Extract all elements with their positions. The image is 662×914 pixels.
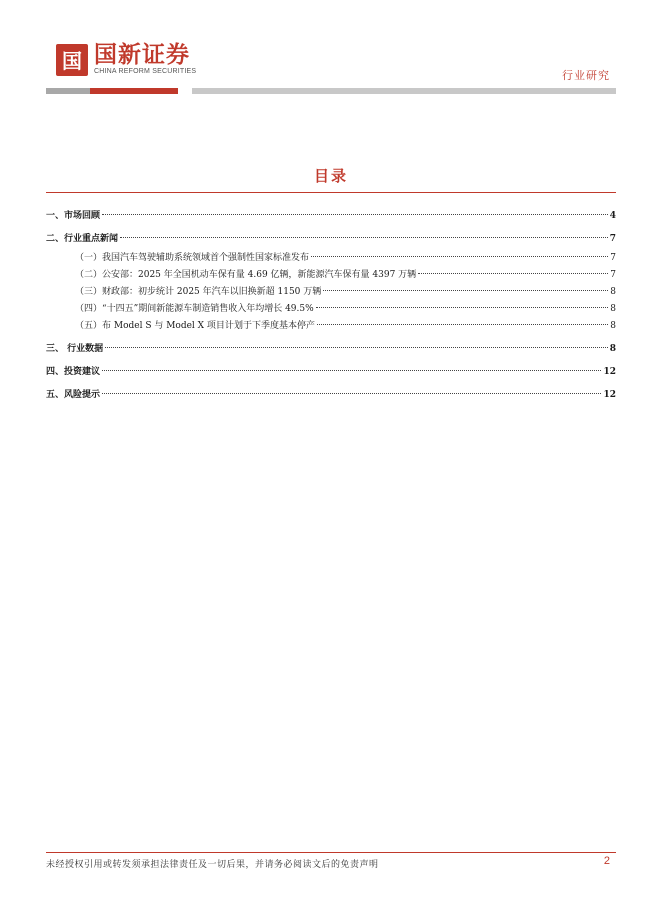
logo-name-en: CHINA REFORM SECURITIES — [94, 68, 197, 75]
toc-leader-dots — [323, 290, 608, 291]
toc-entry-label: （五）布 Model S 与 Model X 项目计划于下季度基本停产 — [75, 321, 315, 331]
toc-leader-dots — [317, 324, 608, 325]
toc-title: 目录 — [313, 167, 348, 185]
toc-entry-page: 8 — [609, 344, 616, 354]
footer-disclaimer: 未经授权引用或转发须承担法律责任及一切后果，并请务必阅读文后的免责声明 — [46, 860, 379, 870]
toc-subentry-adas-standard[interactable] — [46, 252, 616, 265]
toc-leader-dots — [316, 307, 609, 308]
report-type-label: 行业研究 — [562, 69, 610, 82]
toc-entry-industry-news[interactable] — [46, 233, 616, 246]
toc-leader-dots — [418, 273, 608, 274]
toc-entry-label: 三、 行业数据 — [46, 344, 104, 354]
toc-leader-dots — [311, 256, 608, 257]
logo-mark-icon: 国 — [56, 44, 88, 76]
toc-entry-page: 12 — [603, 367, 616, 377]
header-bar-grey-right — [192, 88, 616, 94]
company-logo — [56, 43, 196, 76]
toc-entry-label: （四）“十四五”期间新能源车制造销售收入年均增长 49.5% — [75, 304, 314, 314]
toc-title-rule — [46, 192, 616, 193]
toc-leader-dots — [102, 370, 601, 371]
header-bar-red — [90, 88, 178, 94]
toc-entry-page: 8 — [610, 287, 616, 297]
toc-entry-page: 8 — [610, 321, 616, 331]
toc-entry-label: 五、风险提示 — [46, 390, 101, 400]
toc-entry-page: 7 — [609, 234, 616, 244]
toc-leader-dots — [102, 214, 608, 215]
toc-leader-dots — [102, 393, 601, 394]
toc-entry-page: 7 — [610, 270, 616, 280]
toc-entry-industry-data[interactable] — [46, 343, 616, 356]
toc-entry-page: 4 — [609, 211, 616, 221]
toc-entry-label: 二、行业重点新闻 — [46, 234, 119, 244]
toc-entry-risk-warning[interactable] — [46, 389, 616, 402]
toc-leader-dots — [120, 237, 608, 238]
toc-entry-label: （一）我国汽车驾驶辅助系统领域首个强制性国家标准发布 — [75, 253, 310, 263]
toc-list — [46, 210, 616, 402]
logo-text — [94, 43, 196, 76]
toc-entry-page: 12 — [603, 390, 616, 400]
footer-rule — [46, 852, 616, 853]
toc-entry-label: 一、市场回顾 — [46, 211, 101, 221]
toc-entry-label: 四、投资建议 — [46, 367, 101, 377]
toc-subentry-nev-revenue[interactable] — [46, 303, 616, 316]
toc-entry-investment-advice[interactable] — [46, 366, 616, 379]
page-number: 2 — [603, 855, 610, 867]
toc-entry-page: 7 — [610, 253, 616, 263]
toc-entry-label: （三）财政部：初步统计 2025 年汽车以旧换新超 1150 万辆 — [75, 287, 322, 297]
logo-name-cn: 国新证券 — [94, 42, 190, 68]
header-bar-grey-left — [46, 88, 90, 94]
toc-leader-dots — [105, 347, 608, 348]
toc-subentry-vehicle-ownership[interactable] — [46, 269, 616, 282]
toc-subentry-model-s-x[interactable] — [46, 320, 616, 333]
toc-subentry-trade-in[interactable] — [46, 286, 616, 299]
toc-entry-market-review[interactable] — [46, 210, 616, 223]
toc-entry-page: 8 — [610, 304, 616, 314]
page-header — [0, 0, 662, 100]
toc-entry-label: （二）公安部：2025 年全国机动车保有量 4.69 亿辆，新能源汽车保有量 4397 万辆 — [75, 270, 417, 280]
